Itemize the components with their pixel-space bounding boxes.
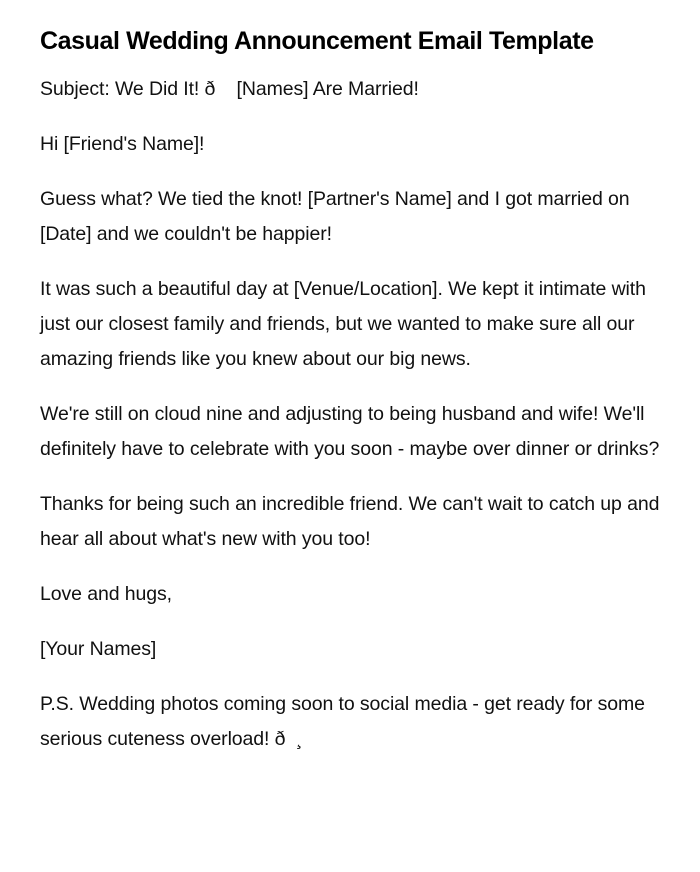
- body-paragraph: It was such a beautiful day at [Venue/Location]. We kept it intimate with just our closest family and friends, but we wanted to make sure all our amazing friends like you knew about our big news.: [40, 278, 646, 370]
- body-paragraph: Thanks for being such an incredible friend. We can't wait to catch up and hear all about what's new with you too!: [40, 493, 660, 550]
- document-title: Casual Wedding Announcement Email Template: [40, 27, 594, 55]
- postscript: P.S. Wedding photos coming soon to social media - get ready for some serious cuteness overload! ð ¸: [40, 693, 645, 750]
- subject-line: Subject: We Did It! ð [Names] Are Married!: [40, 78, 419, 100]
- sign-off: Love and hugs,: [40, 583, 172, 605]
- body-paragraph: We're still on cloud nine and adjusting to being husband and wife! We'll definitely have to celebrate with you soon - maybe over dinner or drinks?: [40, 403, 660, 460]
- greeting: Hi [Friend's Name]!: [40, 133, 205, 155]
- body-paragraph: Guess what? We tied the knot! [Partner's Name] and I got married on [Date] and we couldn't be happier!: [40, 188, 630, 245]
- signature: [Your Names]: [40, 638, 157, 660]
